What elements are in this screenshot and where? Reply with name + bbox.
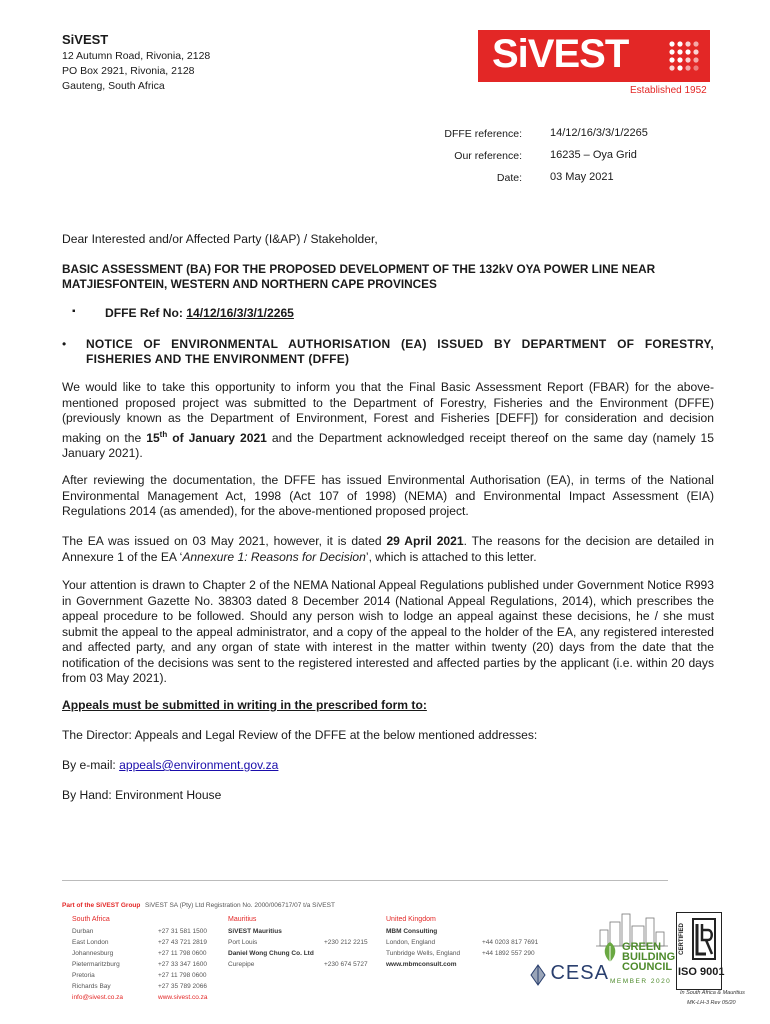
- cesa-logo: [530, 962, 609, 986]
- para1-text-b: and the Department acknowledged receipt thereof on the same day (namely 15 January 2021).: [62, 430, 714, 461]
- email-prefix: By e-mail:: [62, 758, 120, 772]
- logo-text: SiVEST: [492, 32, 629, 76]
- group-label: Part of the SiVEST Group: [62, 902, 141, 909]
- notice-line-1: NOTICE OF ENVIRONMENTAL AUTHORISATION (EA) ISSUED BY DEPARTMENT OF FORESTRY,: [86, 337, 714, 351]
- iso-certified-vertical: [676, 914, 688, 964]
- mu-phone-2: +230 674 5727: [324, 961, 368, 968]
- uk-city-1: London, England: [386, 939, 436, 946]
- sa-office-phone: +27 11 798 0600: [158, 950, 207, 957]
- paragraph-ea-dates: [62, 534, 714, 565]
- cesa-emblem-icon: [530, 964, 546, 986]
- sa-office-city: Durban: [72, 928, 94, 935]
- email-line: [62, 758, 714, 774]
- sa-heading: South Africa: [72, 916, 110, 923]
- sa-office-city: Johannesburg: [72, 950, 114, 957]
- square-bullet-icon: ▪: [72, 306, 76, 317]
- subject-line-1: BASIC ASSESSMENT (BA) FOR THE PROPOSED DEVELOPMENT OF THE 132kV OYA POWER LINE NEAR: [62, 262, 656, 276]
- sa-office-phone: +27 43 721 2819: [158, 939, 207, 946]
- salutation: Dear Interested and/or Affected Party (I&AP) / Stakeholder,: [62, 232, 378, 246]
- dffe-reference-label: DFFE reference:: [444, 128, 522, 140]
- mu-heading: Mauritius: [228, 916, 257, 923]
- mu-city-2: Curepipe: [228, 961, 255, 968]
- para3-text-c: ’, which is attached to this letter.: [365, 549, 537, 564]
- mu-company: SiVEST Mauritius: [228, 928, 282, 935]
- gbc-member-year: MEMBER 2020: [610, 978, 672, 985]
- ea-date: 29 April 2021: [386, 534, 464, 548]
- paragraph-fbar-submission: [62, 380, 714, 462]
- uk-city-2: Tunbridge Wells, England: [386, 950, 461, 957]
- director-line: The Director: Appeals and Legal Review of the DFFE at the below mentioned addresses:: [62, 728, 538, 742]
- registration-text: SiVEST SA (Pty) Ltd Registration No. 2000/006717/07 t/a SiVEST: [145, 902, 335, 909]
- iso-note-2: MK-LH-3 Rev 05/20: [687, 1000, 736, 1006]
- sa-email-link[interactable]: info@sivest.co.za: [72, 994, 124, 1001]
- date-label: Date:: [496, 172, 522, 184]
- uk-company: MBM Consulting: [386, 928, 438, 935]
- mu-phone-1: +230 212 2215: [324, 939, 368, 946]
- address-line-3: Gauteng, South Africa: [62, 80, 165, 92]
- address-line-2: PO Box 2921, Rivonia, 2128: [62, 65, 195, 77]
- sa-office-phone: +27 11 798 0600: [158, 972, 207, 979]
- para3-text-b: . The reasons for the decision are detailed in Annexure 1 of the EA ‘: [62, 534, 714, 564]
- green-building-council-logo: [622, 942, 675, 972]
- established-tagline: Established 1952: [630, 85, 707, 96]
- dffe-reference-value: 14/12/16/3/3/1/2265: [550, 127, 648, 139]
- appeals-email-link[interactable]: appeals@environment.gov.za: [119, 758, 279, 772]
- dffe-ref-prefix: DFFE Ref No:: [105, 306, 187, 320]
- sa-office-phone: +27 31 581 1500: [158, 928, 207, 935]
- gbc-line-2: BUILDING: [622, 951, 676, 963]
- para1-date-sup: th: [159, 429, 168, 439]
- logo-dots-icon: [666, 38, 702, 74]
- paragraph-appeal-procedure: Your attention is drawn to Chapter 2 of the NEMA National Appeal Regulations published under Government Notice R993 in Government Gazette No. 38303 dated 8 December 2014 (National Appeal Regulations, 2014), which prescribes the appeal procedure to be followed. Should any person wish to lodge an appeal against these decisions, he / she must submit the appeal to the appeal administrator, and a copy of the appeal to the holder of the EA, any registered interested and affected party, and any organ of state with interest in the matter within twenty (20) days from the date that the notification of the decisions was sent to the registered interested and affected parties by the applicant (i.e. within 20 days from 03 May 2021).: [62, 578, 714, 685]
- paragraph-ea-issued: After reviewing the documentation, the DFFE has issued Environmental Authorisation (EA), in terms of the National Environmental Management Act, 1998 (Act 107 of 1998) (NEMA) and Environmental Impact Assessment (EIA) Regulations 2014 (as amended), for the above-mentioned proposed project.: [62, 473, 714, 518]
- sa-office-city: Pretoria: [72, 972, 95, 979]
- round-bullet-icon: •: [62, 337, 67, 351]
- sa-office-city: Pietermaritzburg: [72, 961, 120, 968]
- uk-phone-1: +44 0203 817 7691: [482, 939, 539, 946]
- our-reference-value: 16235 – Oya Grid: [550, 149, 637, 161]
- iso-9001-label: ISO 9001: [678, 966, 725, 978]
- para3-text-a: The EA was issued on 03 May 2021, however, it is dated: [62, 534, 387, 548]
- dffe-ref-number: 14/12/16/3/3/1/2265: [186, 306, 294, 320]
- annexure-title: Annexure 1: Reasons for Decision: [182, 549, 366, 564]
- mu-company-2: Daniel Wong Chung Co. Ltd: [228, 950, 314, 957]
- uk-phone-2: +44 1892 557 290: [482, 950, 535, 957]
- para1-date-day: 15: [146, 430, 160, 445]
- uk-website-link[interactable]: www.mbmconsult.com: [386, 961, 457, 968]
- gbc-line-3: COUNCIL: [622, 961, 673, 973]
- company-name: SiVEST: [62, 32, 109, 47]
- date-value: 03 May 2021: [550, 171, 614, 183]
- address-line-1: 12 Autumn Road, Rivonia, 2128: [62, 50, 211, 62]
- subject-line-2: MATJIESFONTEIN, WESTERN AND NORTHERN CAPE PROVINCES: [62, 277, 437, 291]
- para1-date-month: of January 2021: [167, 430, 267, 445]
- sivest-logo: [478, 30, 710, 82]
- our-reference-label: Our reference:: [454, 150, 522, 162]
- iso-certified-text: CERTIFIED: [679, 923, 686, 955]
- sa-website-link[interactable]: www.sivest.co.za: [158, 994, 208, 1001]
- sa-office-city: Richards Bay: [72, 983, 111, 990]
- gbc-line-1: GREEN: [622, 941, 662, 953]
- sa-office-phone: +27 33 347 1600: [158, 961, 207, 968]
- appeals-heading: Appeals must be submitted in writing in the prescribed form to:: [62, 698, 427, 712]
- hand-delivery-line: By Hand: Environment House: [62, 788, 222, 802]
- sa-office-phone: +27 35 789 2066: [158, 983, 207, 990]
- para1-text-a: We would like to take this opportunity to inform you that the Final Basic Assessment Report (FBAR) for the above-mentioned proposed project was submitted to the Department of Forestry, Fisheries and the Environment (DFFE) (previously known as the Department of Environment, Forest and Fisheries [DEFF]) for consideration and decision making on the: [62, 380, 714, 445]
- lloyds-register-icon: [692, 918, 716, 960]
- footer-divider: [62, 880, 668, 881]
- mu-city-1: Port Louis: [228, 939, 258, 946]
- iso-note-1: In South Africa & Mauritius: [680, 990, 745, 996]
- sa-office-city: East London: [72, 939, 109, 946]
- uk-heading: United Kingdom: [386, 916, 436, 923]
- dffe-ref-bullet: [105, 306, 705, 322]
- cesa-text: CESA: [550, 962, 609, 984]
- notice-line-2: FISHERIES AND THE ENVIRONMENT (DFFE): [86, 352, 350, 366]
- gbc-leaf-icon: [600, 940, 620, 964]
